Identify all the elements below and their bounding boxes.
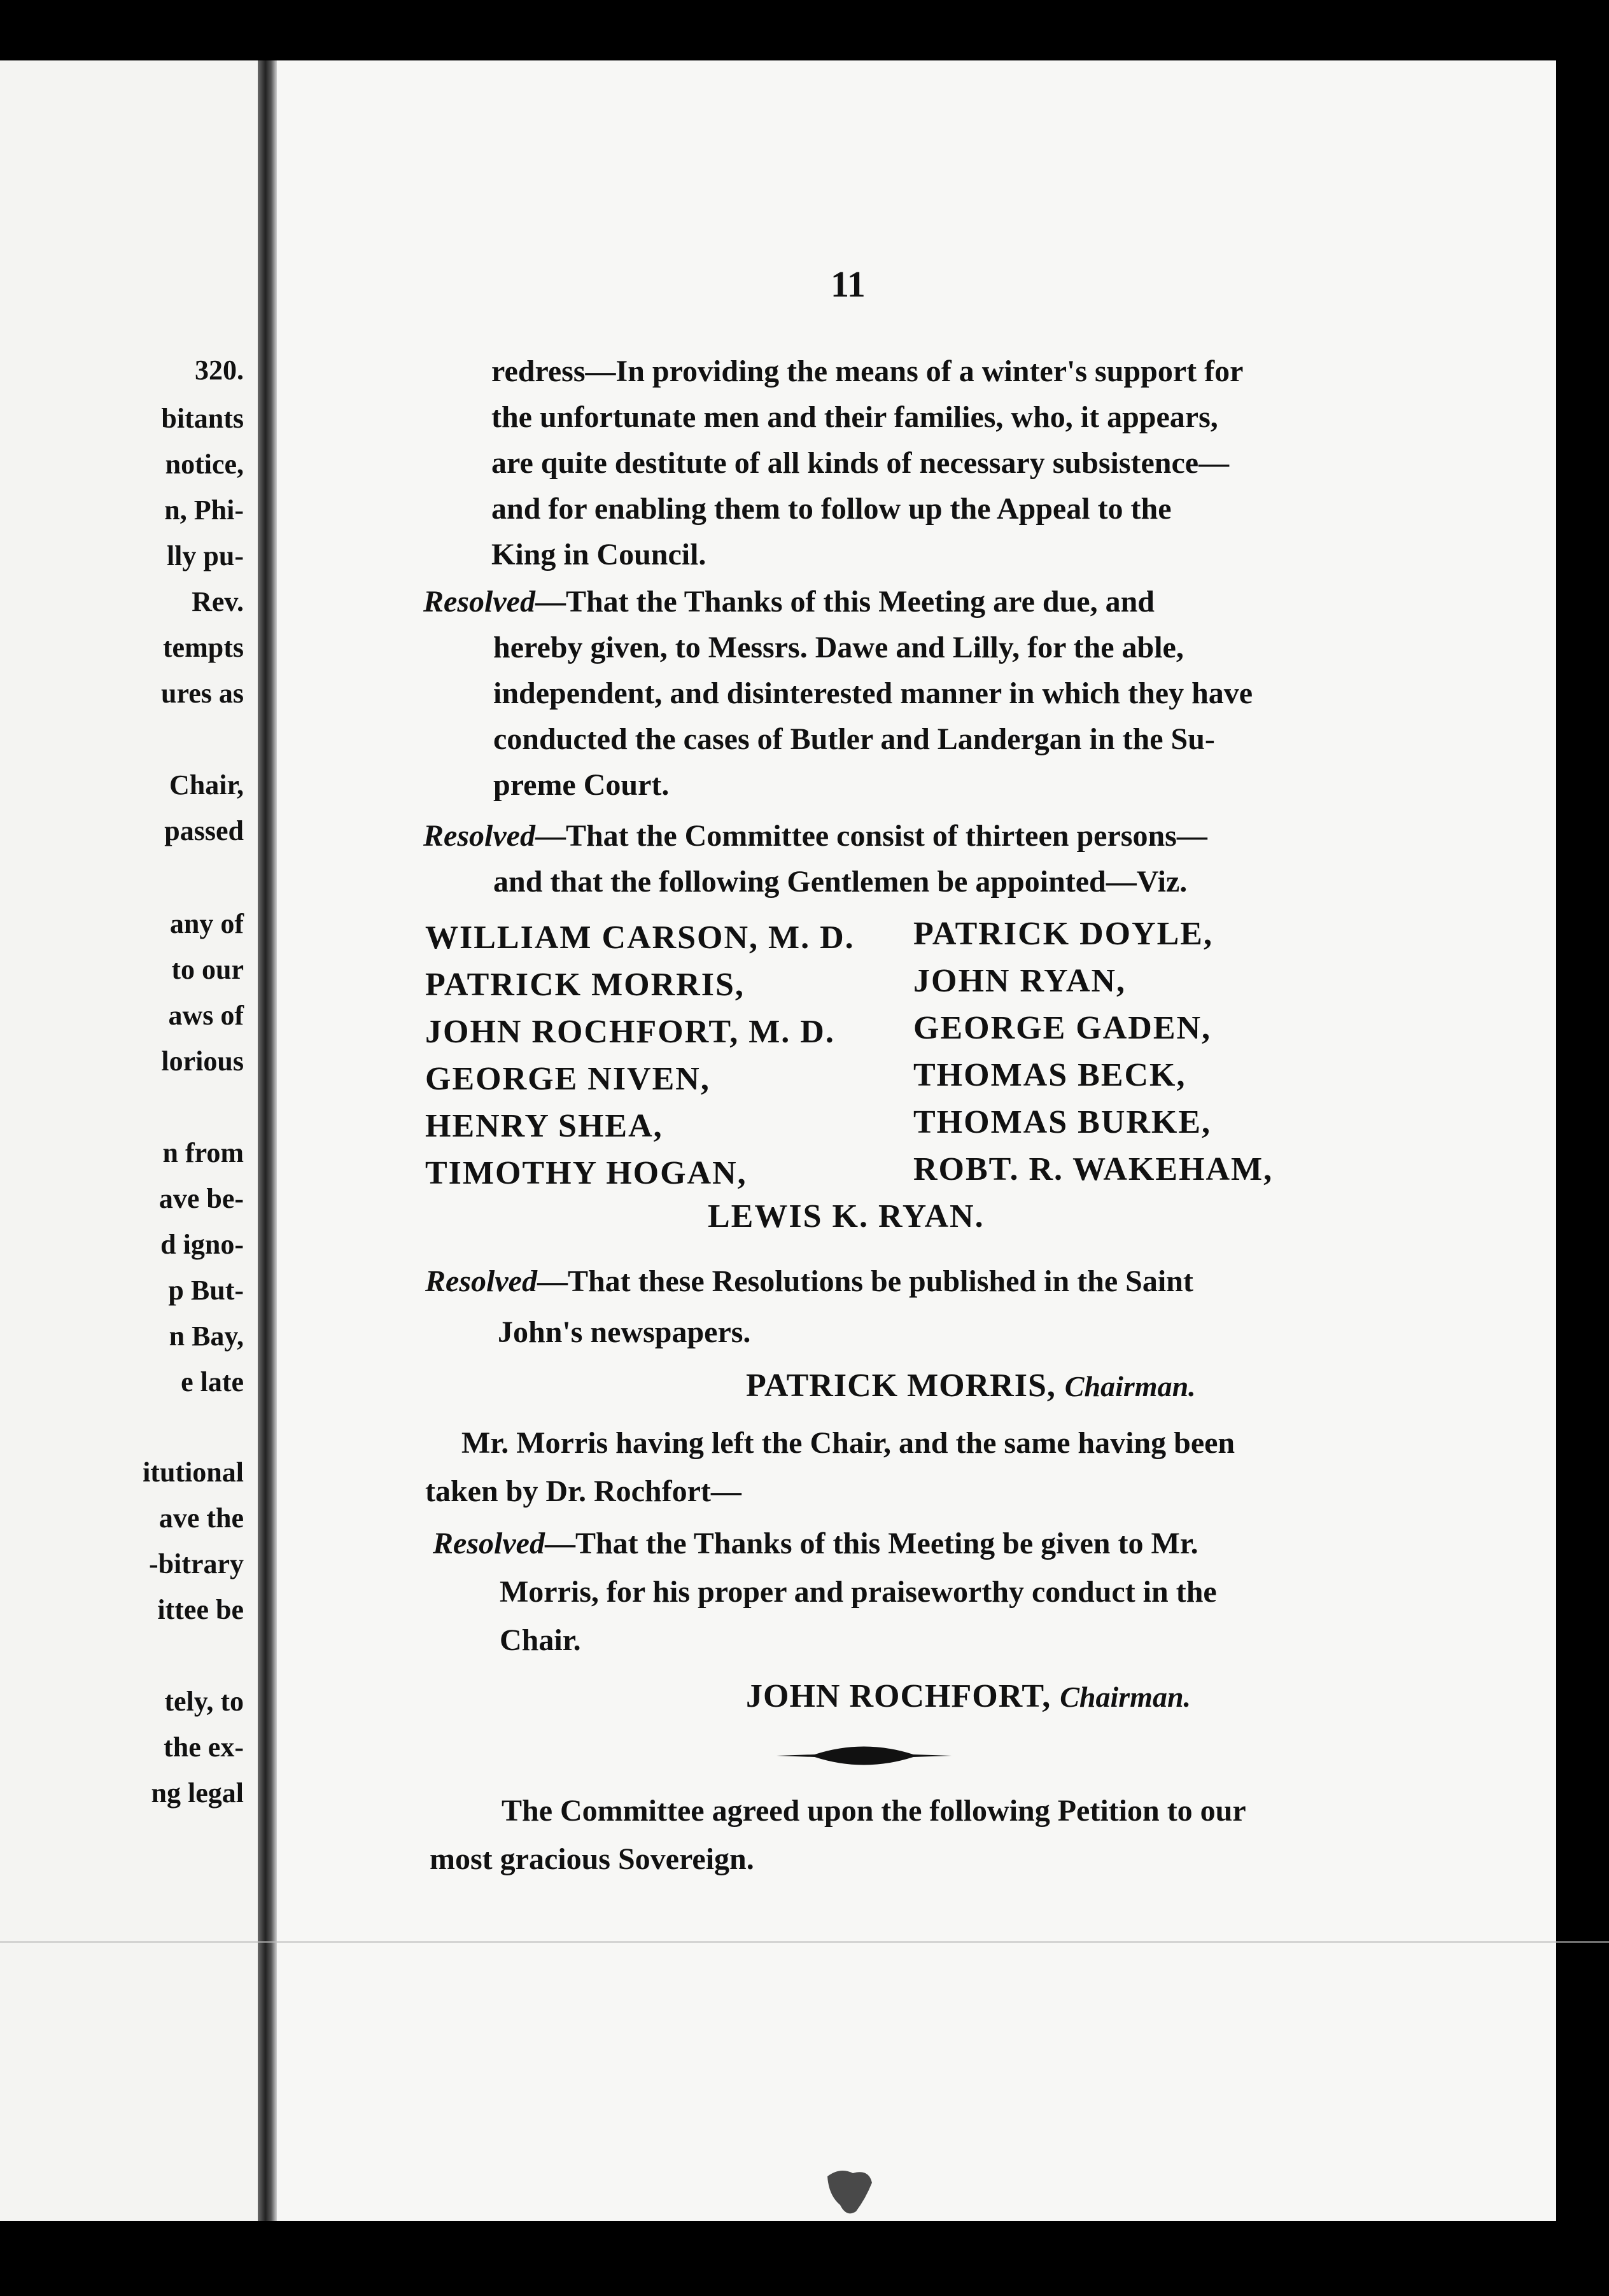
resolution-line: and that the following Gentlemen be appointed—Viz. bbox=[493, 865, 1188, 899]
left-page-fragment: lorious bbox=[161, 1046, 244, 1077]
left-page-fragment: any of bbox=[169, 908, 244, 939]
signature-chairman bbox=[746, 1369, 1196, 1403]
body-line: The Committee agreed upon the following Petition to our bbox=[502, 1794, 1246, 1828]
page-fold-line bbox=[0, 1941, 1609, 1943]
committee-name: PATRICK DOYLE, bbox=[913, 916, 1213, 952]
left-page-fragment: passed bbox=[164, 815, 244, 846]
committee-name: GEORGE NIVEN, bbox=[425, 1061, 710, 1097]
committee-name: JOHN RYAN, bbox=[913, 963, 1127, 999]
left-page-fragment: n from bbox=[162, 1137, 244, 1168]
resolution-first-line bbox=[423, 587, 1155, 617]
left-page-fragment: tely, to bbox=[164, 1686, 244, 1717]
committee-name-last: LEWIS K. RYAN. bbox=[708, 1198, 985, 1235]
left-page-fragment: lly pu- bbox=[166, 540, 244, 571]
left-page-fragment: ng legal bbox=[151, 1777, 244, 1809]
resolution-line: Morris, for his proper and praiseworthy conduct in the bbox=[500, 1575, 1217, 1609]
scan-border bbox=[1556, 0, 1609, 2296]
book-gutter bbox=[258, 60, 277, 2221]
body-line: redress—In providing the means of a winter's support for bbox=[491, 354, 1244, 388]
resolution-line: John's newspapers. bbox=[498, 1315, 751, 1349]
left-page-fragment: -bitrary bbox=[148, 1548, 244, 1579]
resolved-label: Resolved bbox=[425, 1264, 537, 1298]
left-page-fragment: ave the bbox=[158, 1502, 244, 1534]
left-page-fragment: Rev. bbox=[192, 586, 244, 617]
resolution-line: Chair. bbox=[500, 1623, 581, 1657]
body-line: most gracious Sovereign. bbox=[430, 1842, 754, 1876]
body-line: taken by Dr. Rochfort— bbox=[425, 1474, 741, 1508]
body-line: King in Council. bbox=[491, 538, 706, 571]
left-page-fragment: bitants bbox=[161, 403, 244, 434]
left-page-fragment: tempts bbox=[162, 632, 244, 663]
resolution-first-line bbox=[433, 1529, 1198, 1559]
signature-title: Chairman. bbox=[1064, 1370, 1196, 1403]
page-number: 11 bbox=[831, 263, 866, 305]
committee-name: TIMOTHY HOGAN, bbox=[425, 1155, 747, 1191]
signature-name: JOHN ROCHFORT, bbox=[746, 1678, 1051, 1714]
resolution-line: preme Court. bbox=[493, 768, 670, 802]
committee-name: THOMAS BECK, bbox=[913, 1057, 1186, 1093]
committee-name: THOMAS BURKE, bbox=[913, 1104, 1212, 1140]
left-page-fragment: p But- bbox=[168, 1275, 244, 1306]
left-page-fragment: aws of bbox=[168, 1000, 244, 1031]
left-page-fragment: ures as bbox=[161, 678, 244, 709]
left-page-edge bbox=[0, 60, 258, 2221]
body-line: the unfortunate men and their families, who, it appears, bbox=[491, 400, 1218, 434]
left-page-fragment: the ex- bbox=[164, 1732, 244, 1763]
left-page-fragment: n, Phi- bbox=[164, 494, 244, 526]
committee-name: PATRICK MORRIS, bbox=[425, 967, 745, 1003]
ornamental-rule bbox=[776, 1742, 952, 1769]
resolution-text: —That the Thanks of this Meeting are due, and bbox=[535, 585, 1155, 619]
resolution-line: hereby given, to Messrs. Dawe and Lilly, for the able, bbox=[493, 631, 1184, 664]
left-page-fragment: ittee be bbox=[157, 1594, 244, 1625]
committee-name: GEORGE GADEN, bbox=[913, 1010, 1212, 1046]
ink-blot bbox=[821, 2164, 878, 2221]
resolved-label: Resolved bbox=[433, 1527, 545, 1560]
left-page-fragment: Chair, bbox=[169, 769, 244, 801]
left-page-fragment: itutional bbox=[143, 1457, 244, 1488]
body-line: Mr. Morris having left the Chair, and the same having been bbox=[461, 1426, 1235, 1460]
resolution-first-line bbox=[423, 821, 1207, 851]
committee-name: HENRY SHEA, bbox=[425, 1108, 663, 1144]
resolved-label: Resolved bbox=[423, 819, 535, 853]
signature-chairman bbox=[746, 1680, 1191, 1713]
committee-name: ROBT. R. WAKEHAM, bbox=[913, 1151, 1274, 1187]
body-line: are quite destitute of all kinds of necessary subsistence— bbox=[491, 446, 1230, 480]
resolved-label: Resolved bbox=[423, 585, 535, 619]
signature-name: PATRICK MORRIS, bbox=[746, 1368, 1056, 1404]
resolution-text: —That the Committee consist of thirteen persons— bbox=[535, 819, 1207, 853]
left-page-fragment: ave be- bbox=[158, 1183, 244, 1214]
left-page-fragment: d igno- bbox=[160, 1229, 244, 1260]
committee-name: JOHN ROCHFORT, M. D. bbox=[425, 1014, 835, 1050]
left-page-fragment: n Bay, bbox=[169, 1320, 244, 1352]
resolution-text: —That the Thanks of this Meeting be given to Mr. bbox=[544, 1527, 1198, 1560]
resolution-line: independent, and disinterested manner in which they have bbox=[493, 676, 1253, 710]
resolution-line: conducted the cases of Butler and Landergan in the Su- bbox=[493, 722, 1215, 756]
left-page-fragment: 320. bbox=[195, 354, 244, 386]
committee-name: WILLIAM CARSON, M. D. bbox=[425, 920, 855, 956]
resolution-text: —That these Resolutions be published in the Saint bbox=[537, 1264, 1193, 1298]
body-line: and for enabling them to follow up the Appeal to the bbox=[491, 492, 1172, 526]
left-page-fragment: to our bbox=[171, 954, 244, 985]
left-page-fragment: e late bbox=[181, 1366, 244, 1397]
signature-title: Chairman. bbox=[1060, 1681, 1191, 1713]
resolution-first-line bbox=[425, 1266, 1193, 1297]
left-page-fragment: notice, bbox=[165, 449, 244, 480]
